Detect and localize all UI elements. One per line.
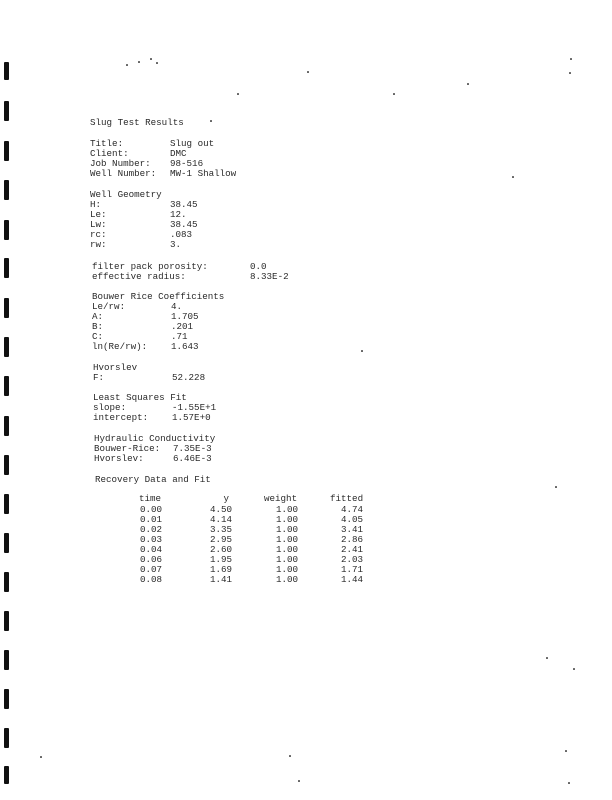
info-value: 98-516 bbox=[170, 158, 204, 169]
param-value: 12. bbox=[170, 209, 187, 220]
column-header-fitted: fitted bbox=[330, 493, 364, 504]
param-value: .71 bbox=[171, 331, 188, 342]
binder-mark bbox=[4, 766, 9, 784]
cell-y: 1.95 bbox=[209, 554, 232, 565]
param-value: -1.55E+1 bbox=[172, 402, 217, 413]
cell-weight: 1.00 bbox=[275, 554, 298, 565]
speck bbox=[138, 61, 140, 63]
cell-fitted: 2.86 bbox=[340, 534, 363, 545]
param-value: 1.705 bbox=[171, 311, 199, 322]
param-label: Lw: bbox=[90, 219, 107, 230]
section-heading: Hvorslev bbox=[93, 362, 138, 373]
cell-weight: 1.00 bbox=[275, 534, 298, 545]
cell-time: 0.01 bbox=[140, 514, 163, 525]
cell-weight: 1.00 bbox=[275, 544, 298, 555]
info-value: Slug out bbox=[170, 138, 215, 149]
param-label: Bouwer-Rice: bbox=[94, 443, 161, 454]
speck bbox=[546, 657, 548, 659]
param-value: 0.0 bbox=[250, 261, 267, 272]
param-label: A: bbox=[92, 311, 104, 322]
binder-mark bbox=[4, 416, 9, 436]
cell-fitted: 4.05 bbox=[340, 514, 363, 525]
binder-mark bbox=[4, 650, 9, 670]
binder-mark bbox=[4, 141, 9, 161]
param-value: 52.228 bbox=[172, 372, 206, 383]
info-value: DMC bbox=[170, 148, 187, 159]
binder-mark bbox=[4, 298, 9, 318]
param-value: 7.35E-3 bbox=[173, 443, 212, 454]
binder-mark bbox=[4, 455, 9, 475]
binder-mark bbox=[4, 728, 9, 748]
param-label: rw: bbox=[90, 239, 107, 250]
param-label: H: bbox=[90, 199, 102, 210]
binder-mark bbox=[4, 376, 9, 396]
cell-weight: 1.00 bbox=[275, 514, 298, 525]
cell-y: 1.41 bbox=[209, 574, 232, 585]
param-label: rc: bbox=[90, 229, 107, 240]
param-value: .083 bbox=[170, 229, 193, 240]
binder-mark bbox=[4, 611, 9, 631]
speck bbox=[565, 750, 567, 752]
param-value: 38.45 bbox=[170, 199, 198, 210]
speck bbox=[307, 71, 309, 73]
cell-y: 4.50 bbox=[209, 504, 232, 515]
binder-mark bbox=[4, 689, 9, 709]
binder-mark bbox=[4, 494, 9, 514]
speck bbox=[467, 83, 469, 85]
speck bbox=[289, 755, 291, 757]
param-label: effective radius: bbox=[92, 271, 186, 282]
param-value: 1.643 bbox=[171, 341, 199, 352]
binder-mark bbox=[4, 572, 9, 592]
speck bbox=[210, 120, 212, 122]
cell-fitted: 4.74 bbox=[340, 504, 363, 515]
param-value: 6.46E-3 bbox=[173, 453, 212, 464]
speck bbox=[361, 350, 363, 352]
param-label: slope: bbox=[93, 402, 127, 413]
binder-mark bbox=[4, 258, 9, 278]
cell-y: 4.14 bbox=[209, 514, 232, 525]
param-label: F: bbox=[93, 372, 105, 383]
param-value: .201 bbox=[171, 321, 194, 332]
column-header-y: y bbox=[223, 493, 229, 504]
info-label: Title: bbox=[90, 138, 124, 149]
param-label: Le/rw: bbox=[92, 301, 126, 312]
binder-mark bbox=[4, 337, 9, 357]
speck bbox=[573, 668, 575, 670]
binder-mark bbox=[4, 533, 9, 553]
cell-weight: 1.00 bbox=[275, 564, 298, 575]
cell-y: 1.69 bbox=[209, 564, 232, 575]
page-title: Slug Test Results bbox=[90, 117, 184, 128]
cell-time: 0.07 bbox=[140, 564, 163, 575]
section-heading: Bouwer Rice Coefficients bbox=[92, 291, 225, 302]
binder-mark bbox=[4, 62, 9, 80]
speck bbox=[298, 780, 300, 782]
param-value: 1.57E+0 bbox=[172, 412, 211, 423]
cell-y: 2.95 bbox=[209, 534, 232, 545]
cell-fitted: 2.03 bbox=[340, 554, 363, 565]
param-label: C: bbox=[92, 331, 104, 342]
section-heading: Hydraulic Conductivity bbox=[94, 433, 216, 444]
cell-time: 0.02 bbox=[140, 524, 163, 535]
speck bbox=[126, 64, 128, 66]
speck bbox=[393, 93, 395, 95]
info-label: Job Number: bbox=[90, 158, 151, 169]
param-label: Hvorslev: bbox=[94, 453, 144, 464]
cell-fitted: 2.41 bbox=[340, 544, 363, 555]
param-value: 8.33E-2 bbox=[250, 271, 289, 282]
binder-mark bbox=[4, 220, 9, 240]
cell-weight: 1.00 bbox=[275, 574, 298, 585]
info-label: Client: bbox=[90, 148, 129, 159]
binder-mark bbox=[4, 101, 9, 121]
cell-y: 3.35 bbox=[209, 524, 232, 535]
cell-time: 0.04 bbox=[140, 544, 163, 555]
section-heading: Recovery Data and Fit bbox=[95, 474, 211, 485]
param-label: B: bbox=[92, 321, 104, 332]
column-header-time: time bbox=[139, 493, 162, 504]
param-label: ln(Re/rw): bbox=[92, 341, 148, 352]
param-value: 3. bbox=[170, 239, 182, 250]
speck bbox=[156, 62, 158, 64]
speck bbox=[150, 58, 152, 60]
speck bbox=[237, 93, 239, 95]
cell-fitted: 1.44 bbox=[340, 574, 363, 585]
param-label: filter pack porosity: bbox=[92, 261, 208, 272]
cell-fitted: 1.71 bbox=[340, 564, 363, 575]
param-label: Le: bbox=[90, 209, 107, 220]
speck bbox=[568, 782, 570, 784]
cell-y: 2.60 bbox=[209, 544, 232, 555]
cell-fitted: 3.41 bbox=[340, 524, 363, 535]
param-value: 4. bbox=[171, 301, 183, 312]
column-header-weight: weight bbox=[264, 493, 298, 504]
speck bbox=[40, 756, 42, 758]
param-label: intercept: bbox=[93, 412, 149, 423]
cell-weight: 1.00 bbox=[275, 504, 298, 515]
cell-time: 0.00 bbox=[140, 504, 163, 515]
cell-time: 0.06 bbox=[140, 554, 163, 565]
binder-mark bbox=[4, 180, 9, 200]
param-value: 38.45 bbox=[170, 219, 198, 230]
cell-weight: 1.00 bbox=[275, 524, 298, 535]
info-label: Well Number: bbox=[90, 168, 157, 179]
section-heading: Well Geometry bbox=[90, 189, 162, 200]
section-heading: Least Squares Fit bbox=[93, 392, 187, 403]
info-value: MW-1 Shallow bbox=[170, 168, 237, 179]
cell-time: 0.03 bbox=[140, 534, 163, 545]
speck bbox=[555, 486, 557, 488]
speck bbox=[569, 72, 571, 74]
speck bbox=[570, 58, 572, 60]
speck bbox=[512, 176, 514, 178]
cell-time: 0.08 bbox=[140, 574, 163, 585]
